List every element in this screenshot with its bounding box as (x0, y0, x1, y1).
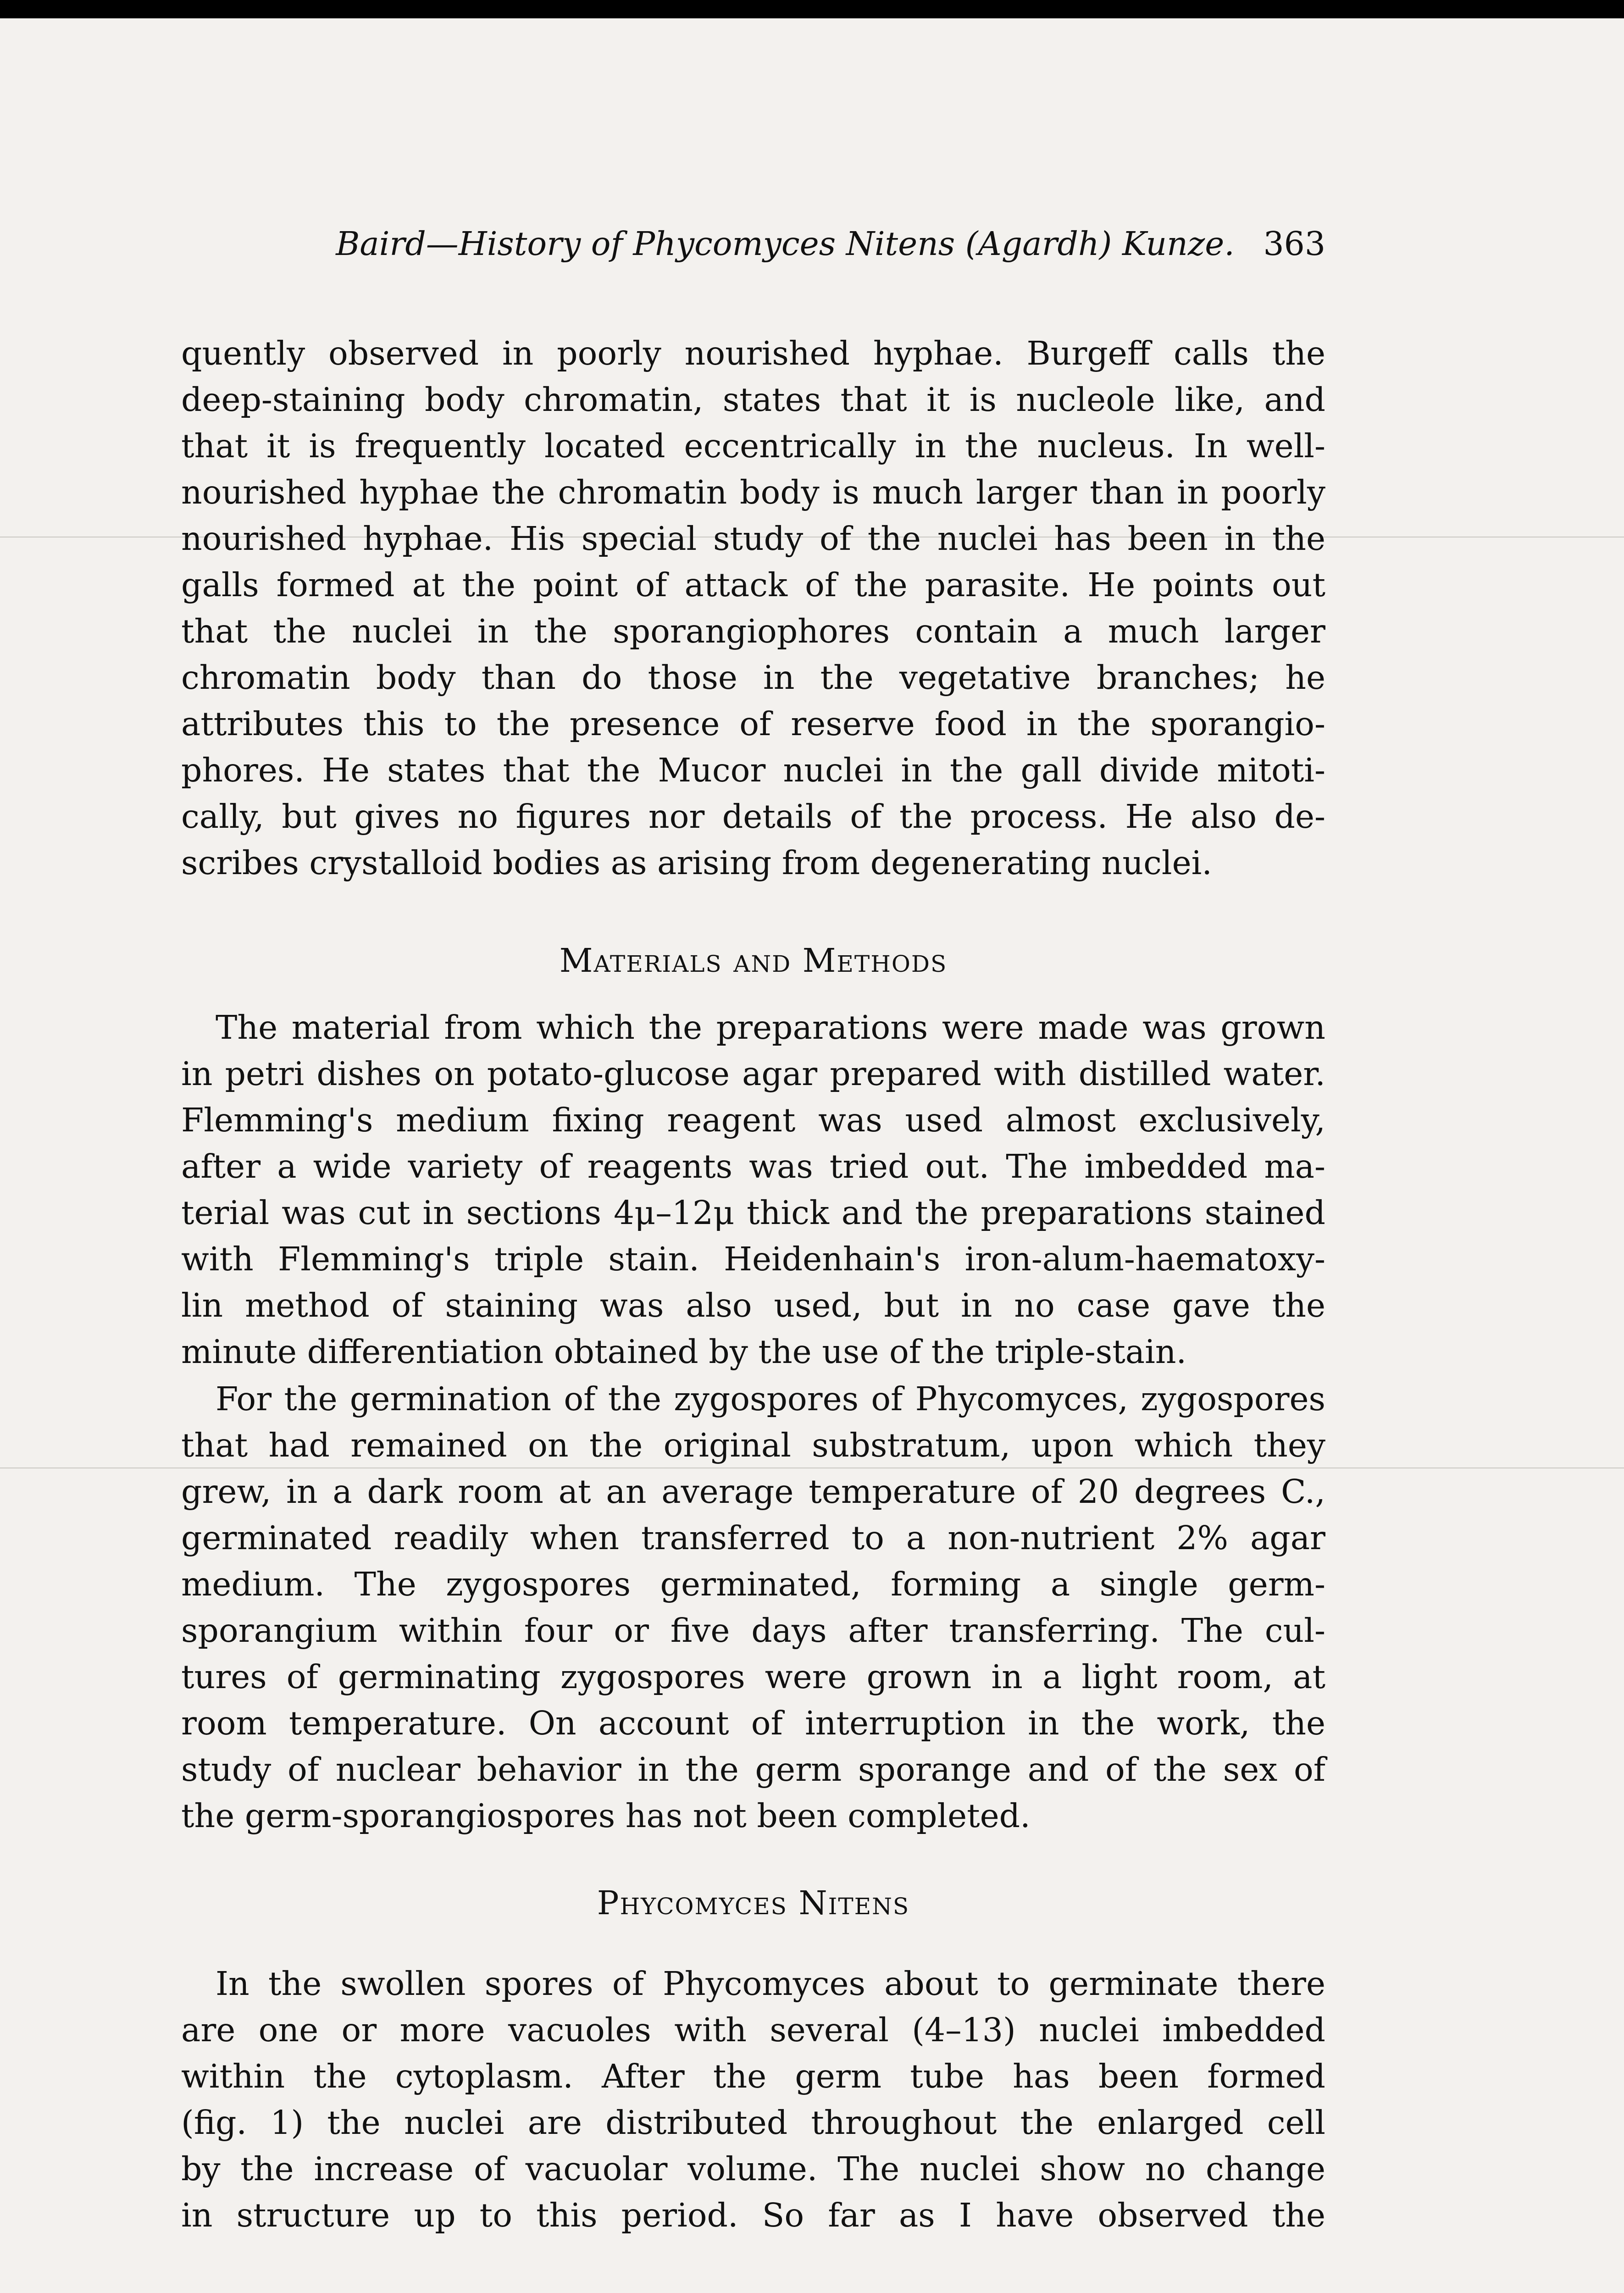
text-line: medium. The zygospores germinated, forming a single germ- (181, 1565, 1325, 1603)
text-line: In the swollen spores of Phycomyces about to germinate there (216, 1965, 1325, 2003)
materials-paragraph-1 (181, 1004, 1325, 1375)
text-line: after a wide variety of reagents was tried out. The imbedded ma- (181, 1147, 1325, 1185)
text-line: phores. He states that the Mucor nuclei in the gall divide mitoti- (181, 751, 1325, 789)
text-line: in structure up to this period. So far as I have observed the (181, 2196, 1325, 2234)
text-line: study of nuclear behavior in the germ sporange and of the sex of (181, 1750, 1325, 1789)
materials-and-methods-heading: Materials and Methods (559, 942, 948, 980)
text-line: with Flemming's triple stain. Heidenhain's iron-alum-haematoxy- (181, 1240, 1325, 1278)
text-line: The material from which the preparations were made was grown (216, 1008, 1325, 1047)
text-line: terial was cut in sections 4μ–12μ thick and the preparations stained (181, 1194, 1325, 1232)
text-line: quently observed in poorly nourished hyphae. Burgeff calls the (181, 334, 1325, 372)
text-line: tures of germinating zygospores were grown in a light room, at (181, 1658, 1325, 1696)
text-line: minute differentiation obtained by the use of the triple-stain. (181, 1333, 1187, 1371)
text-line: by the increase of vacuolar volume. The nuclei show no change (181, 2150, 1325, 2188)
text-line: within the cytoplasm. After the germ tube has been formed (181, 2057, 1325, 2095)
materials-paragraph-2 (181, 1376, 1325, 1839)
text-line: nourished hyphae the chromatin body is much larger than in poorly (181, 473, 1325, 511)
text-line: galls formed at the point of attack of the parasite. He points out (181, 566, 1325, 604)
text-line: For the germination of the zygospores of Phycomyces, zygospores (216, 1380, 1325, 1418)
page-sheet (0, 18, 1624, 2293)
text-line: that had remained on the original substratum, upon which they (181, 1426, 1325, 1464)
running-head-title: Baird—History of Phycomyces Nitens (Agardh) Kunze. (336, 225, 1235, 263)
text-line: (fig. 1) the nuclei are distributed throughout the enlarged cell (181, 2104, 1325, 2142)
text-line: grew, in a dark room at an average temperature of 20 degrees C., (181, 1473, 1325, 1511)
text-line: chromatin body than do those in the vegetative branches; he (181, 659, 1325, 697)
text-line: nourished hyphae. His special study of the nuclei has been in the (181, 520, 1325, 558)
phycomyces-nitens-heading: Phycomyces Nitens (597, 1884, 910, 1922)
text-line: deep-staining body chromatin, states that it is nucleole like, and (181, 381, 1325, 419)
text-line: scribes crystalloid bodies as arising from degenerating nuclei. (181, 844, 1212, 882)
page-number: 363 (1263, 225, 1325, 263)
text-line: are one or more vacuoles with several (4–13) nuclei imbedded (181, 2011, 1325, 2049)
text-line: the germ-sporangiospores has not been completed. (181, 1797, 1031, 1835)
text-line: that the nuclei in the sporangiophores contain a much larger (181, 612, 1325, 650)
running-head (273, 221, 1325, 267)
text-line: lin method of staining was also used, but in no case gave the (181, 1286, 1325, 1324)
text-line: sporangium within four or five days after transferring. The cul- (181, 1612, 1325, 1650)
text-line: room temperature. On account of interruption in the work, the (181, 1704, 1325, 1742)
text-line: in petri dishes on potato-glucose agar prepared with distilled water. (181, 1055, 1325, 1093)
text-line: Flemming's medium fixing reagent was used almost exclusively, (181, 1101, 1325, 1139)
text-line: attributes this to the presence of reserve food in the sporangio- (181, 705, 1325, 743)
text-line: germinated readily when transferred to a non-nutrient 2% agar (181, 1519, 1325, 1557)
text-line: cally, but gives no figures nor details of the process. He also de- (181, 798, 1325, 836)
opening-paragraph (181, 330, 1325, 886)
text-line: that it is frequently located eccentrically in the nucleus. In well- (181, 427, 1325, 465)
phycomyces-paragraph (181, 1961, 1325, 2238)
